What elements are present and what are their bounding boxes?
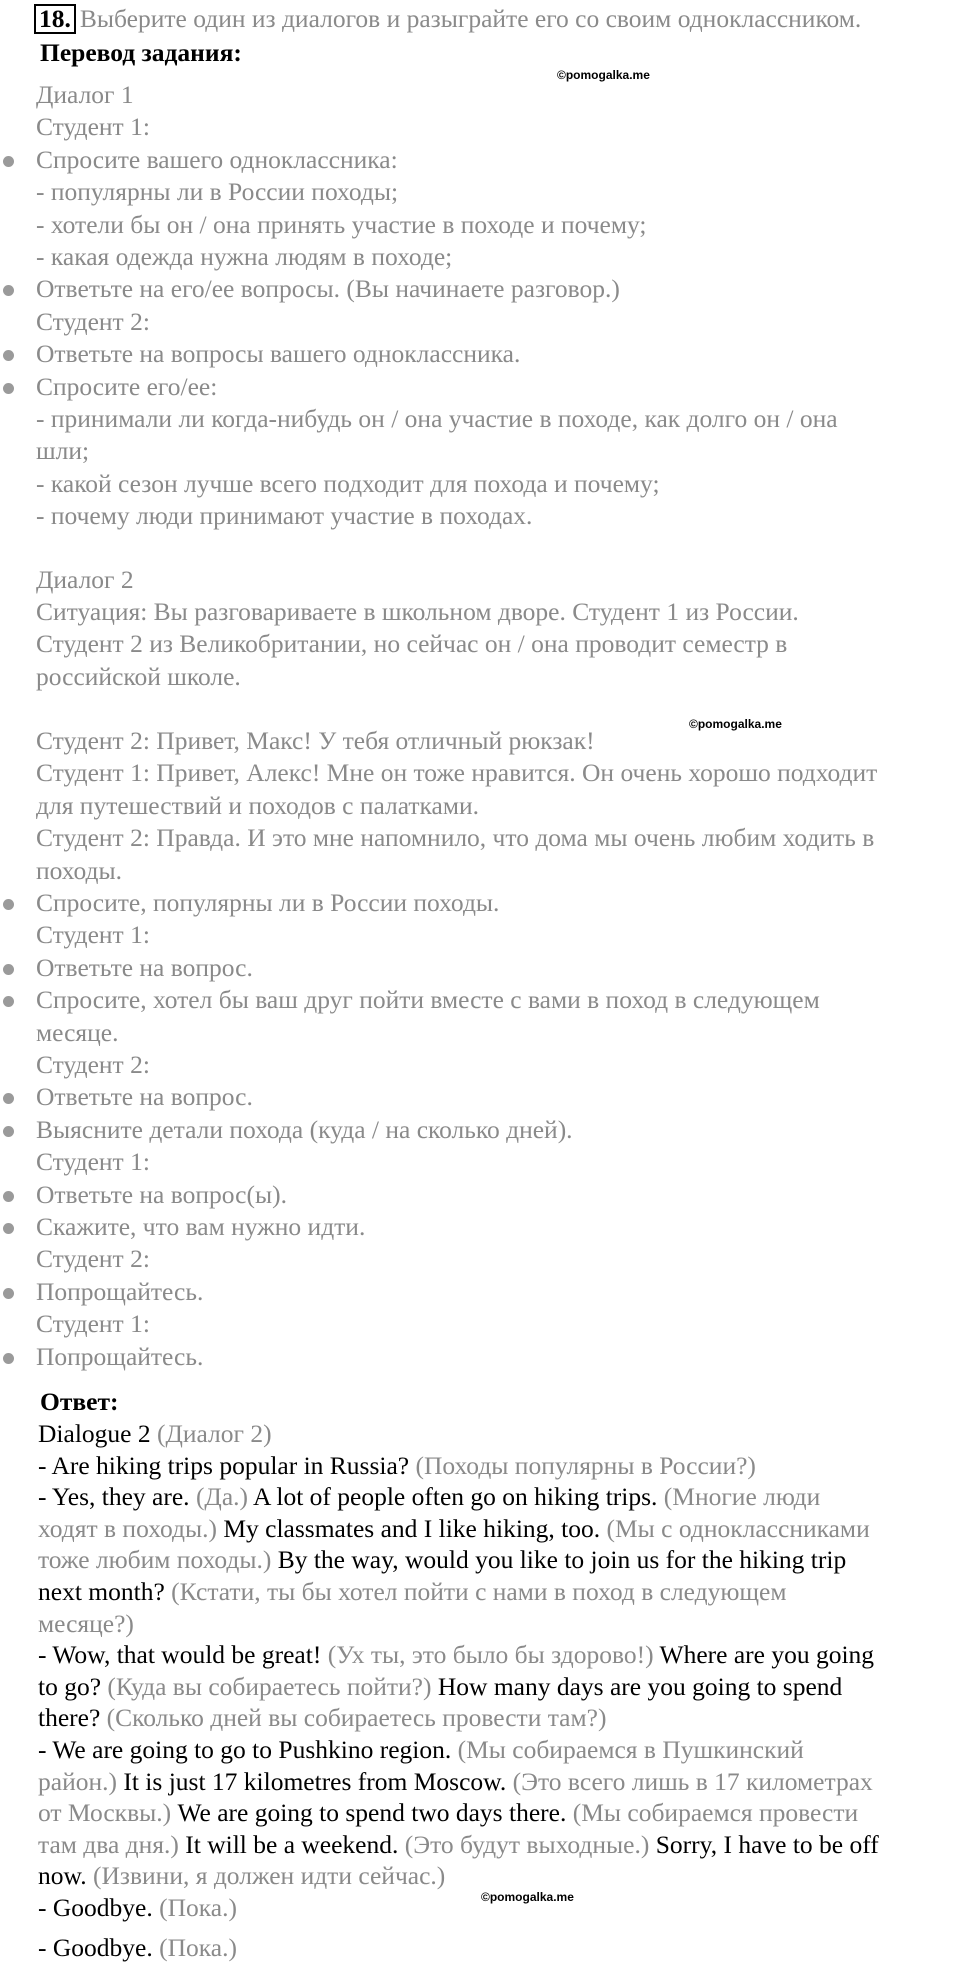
instruction-line: Диалог 1 (36, 80, 134, 109)
bullet-icon (3, 350, 14, 361)
english-text: Where are you going (659, 1640, 875, 1670)
russian-translation: (Пока.) (159, 1932, 237, 1962)
instruction-line: Ответьте на вопросы вашего одноклассника. (36, 339, 521, 369)
russian-translation: (Многие люди (663, 1482, 821, 1512)
bullet-icon (3, 1191, 14, 1202)
russian-translation: от Москвы.) (38, 1798, 178, 1828)
instruction-line: российской школе. (36, 661, 241, 691)
instruction-line: - популярны ли в России походы; (36, 177, 399, 207)
russian-translation: (Пока.) (159, 1893, 237, 1922)
russian-translation: (Мы собираемся в Пушкинский (457, 1735, 804, 1764)
instruction-line: Студент 2: (36, 1050, 150, 1079)
english-text: - We are going to go to Pushkino region. (38, 1735, 458, 1764)
bullet-icon (3, 996, 14, 1007)
bullet-icon (3, 1288, 14, 1299)
answer-line (38, 1609, 134, 1639)
english-text: It is just 17 kilometres from Moscow. (123, 1766, 513, 1796)
russian-translation: (Кстати, ты бы хотел пойти с нами в поход в следующем (171, 1577, 787, 1606)
instruction-line: Студент 1: (36, 920, 150, 950)
instruction-line: - принимали ли когда-нибудь он / она участие в походе, как долго он / она (36, 404, 838, 433)
instruction-line: - какой сезон лучше всего подходит для похода и почему; (36, 468, 660, 498)
instruction-line: Студент 1: (36, 112, 150, 142)
answer-line (38, 1514, 870, 1544)
task-header (34, 4, 861, 34)
answer-line (38, 1893, 237, 1923)
instruction-line: Выясните детали похода (куда / на сколько дней). (36, 1114, 573, 1144)
english-text: We are going to spend two days there. (177, 1798, 573, 1828)
answer-line (38, 1672, 842, 1702)
bullet-icon (3, 285, 14, 296)
russian-translation: там два дня.) (38, 1829, 186, 1859)
english-text: Sorry, I have to be off (655, 1829, 879, 1859)
instruction-line: Ответьте на вопрос. (36, 952, 253, 982)
instruction-line: - почему люди принимают участие в походах. (36, 501, 533, 531)
answer-line (38, 1735, 804, 1765)
answer-line (38, 1703, 606, 1733)
russian-translation: (Диалог 2) (156, 1419, 272, 1448)
russian-translation: (Куда вы собираетесь пойти?) (107, 1671, 438, 1701)
english-text: there? (38, 1703, 107, 1733)
instruction-line: Скажите, что вам нужно идти. (36, 1212, 366, 1241)
answer-line (38, 1767, 873, 1797)
answer-line (38, 1640, 874, 1670)
instruction-line: Ответьте на вопрос. (36, 1082, 253, 1112)
russian-translation: (Мы с одноклассниками (606, 1513, 870, 1543)
english-text: next month? (38, 1577, 172, 1606)
instruction-line: - хотели бы он / она принять участие в походе и почему; (36, 209, 647, 239)
english-text: A lot of people often go on hiking trips. (252, 1482, 664, 1512)
english-text: Dialogue 2 (38, 1419, 157, 1448)
answer-line (38, 1419, 272, 1449)
answer-heading: Ответ: (40, 1387, 119, 1416)
russian-translation: (Мы собираемся провести (572, 1798, 859, 1828)
instruction-line: Ответьте на вопрос(ы). (36, 1179, 287, 1209)
russian-translation: (Ух ты, это было бы здорово!) (327, 1640, 660, 1670)
bullet-icon (3, 1353, 14, 1364)
instruction-line: Студент 2: (36, 1244, 150, 1274)
instruction-line: шли; (36, 436, 90, 466)
instruction-line: Спросите, хотел бы ваш друг пойти вместе с вами в поход в следующем (36, 985, 820, 1015)
russian-translation: (Да.) (195, 1482, 253, 1512)
instruction-line: Попрощайтесь. (36, 1341, 204, 1371)
russian-translation: (Походы популярны в России?) (415, 1450, 756, 1480)
answer-line (38, 1933, 237, 1963)
instruction-line: для путешествий и походов с палатками. (36, 790, 480, 820)
russian-translation: (Извини, я должен идти сейчас.) (93, 1861, 446, 1891)
instruction-line: - какая одежда нужна людям в походе; (36, 242, 453, 271)
english-text: - Yes, they are. (38, 1482, 196, 1512)
instruction-line: месяце. (36, 1017, 119, 1047)
russian-translation: (Это всего лишь в 17 километрах (512, 1766, 873, 1796)
instruction-line: Студент 1: (36, 1309, 150, 1339)
answer-line (38, 1861, 445, 1891)
english-text: How many days are you going to spend (437, 1671, 843, 1701)
watermark: ©pomogalka.me (557, 68, 650, 82)
english-text: - Are hiking trips popular in Russia? (38, 1450, 416, 1480)
bullet-icon (3, 1223, 14, 1234)
russian-translation: (Это будут выходные.) (404, 1829, 656, 1859)
instruction-line: Студент 1: (36, 1147, 150, 1177)
bullet-icon (3, 383, 14, 394)
instruction-line: Ситуация: Вы разговариваете в школьном дворе. Студент 1 из России. (36, 597, 799, 627)
answer-line (38, 1577, 787, 1607)
english-text: now. (38, 1861, 94, 1891)
translation-heading: Перевод задания: (40, 38, 242, 67)
bullet-icon (3, 156, 14, 167)
instruction-line: походы. (36, 855, 123, 885)
russian-translation: тоже любим походы.) (38, 1545, 278, 1575)
english-text: to go? (38, 1671, 108, 1701)
instruction-line: Студент 2: Правда. И это мне напомнило, что дома мы очень любим ходить в (36, 823, 875, 853)
russian-translation: ходят в походы.) (38, 1513, 224, 1543)
instruction-line: Студент 2: Привет, Макс! У тебя отличный рюкзак! (36, 726, 595, 755)
bullet-icon (3, 1093, 14, 1104)
instruction-line: Студент 2 из Великобритании, но сейчас он / она проводит семестр в (36, 629, 788, 659)
bullet-icon (3, 964, 14, 975)
instruction-line: Спросите вашего одноклассника: (36, 144, 398, 174)
english-text: - Goodbye. (38, 1893, 160, 1922)
instruction-line: Спросите, популярны ли в России походы. (36, 888, 500, 917)
russian-translation: (Сколько дней вы собираетесь провести там?) (106, 1703, 607, 1733)
answer-line (38, 1798, 858, 1828)
watermark: ©pomogalka.me (481, 1890, 574, 1904)
russian-translation: месяце?) (38, 1608, 134, 1638)
task-text: Выберите один из диалогов и разыграйте его со своим одноклассником. (79, 4, 862, 33)
answer-line (38, 1482, 820, 1512)
english-text: - Goodbye. (38, 1932, 160, 1962)
english-text: - Wow, that would be great! (38, 1640, 328, 1670)
instruction-line: Студент 2: (36, 306, 150, 336)
english-text: By the way, would you like to join us for the hiking trip (277, 1545, 847, 1575)
watermark: ©pomogalka.me (689, 717, 782, 731)
task-number: 18. (34, 4, 76, 34)
instruction-line: Ответьте на его/ее вопросы. (Вы начинаете разговор.) (36, 274, 620, 304)
russian-translation: район.) (38, 1766, 124, 1796)
answer-line (38, 1451, 756, 1481)
instruction-line: Спросите его/ее: (36, 371, 218, 401)
english-text: It will be a weekend. (185, 1829, 405, 1859)
answer-line (38, 1830, 879, 1860)
instruction-line: Попрощайтесь. (36, 1276, 204, 1306)
bullet-icon (3, 899, 14, 910)
instruction-line: Студент 1: Привет, Алекс! Мне он тоже нравится. Он очень хорошо подходит (36, 758, 878, 788)
instruction-line: Диалог 2 (36, 565, 134, 594)
answer-line (38, 1545, 846, 1575)
bullet-icon (3, 1126, 14, 1137)
english-text: My classmates and I like hiking, too. (223, 1513, 607, 1543)
